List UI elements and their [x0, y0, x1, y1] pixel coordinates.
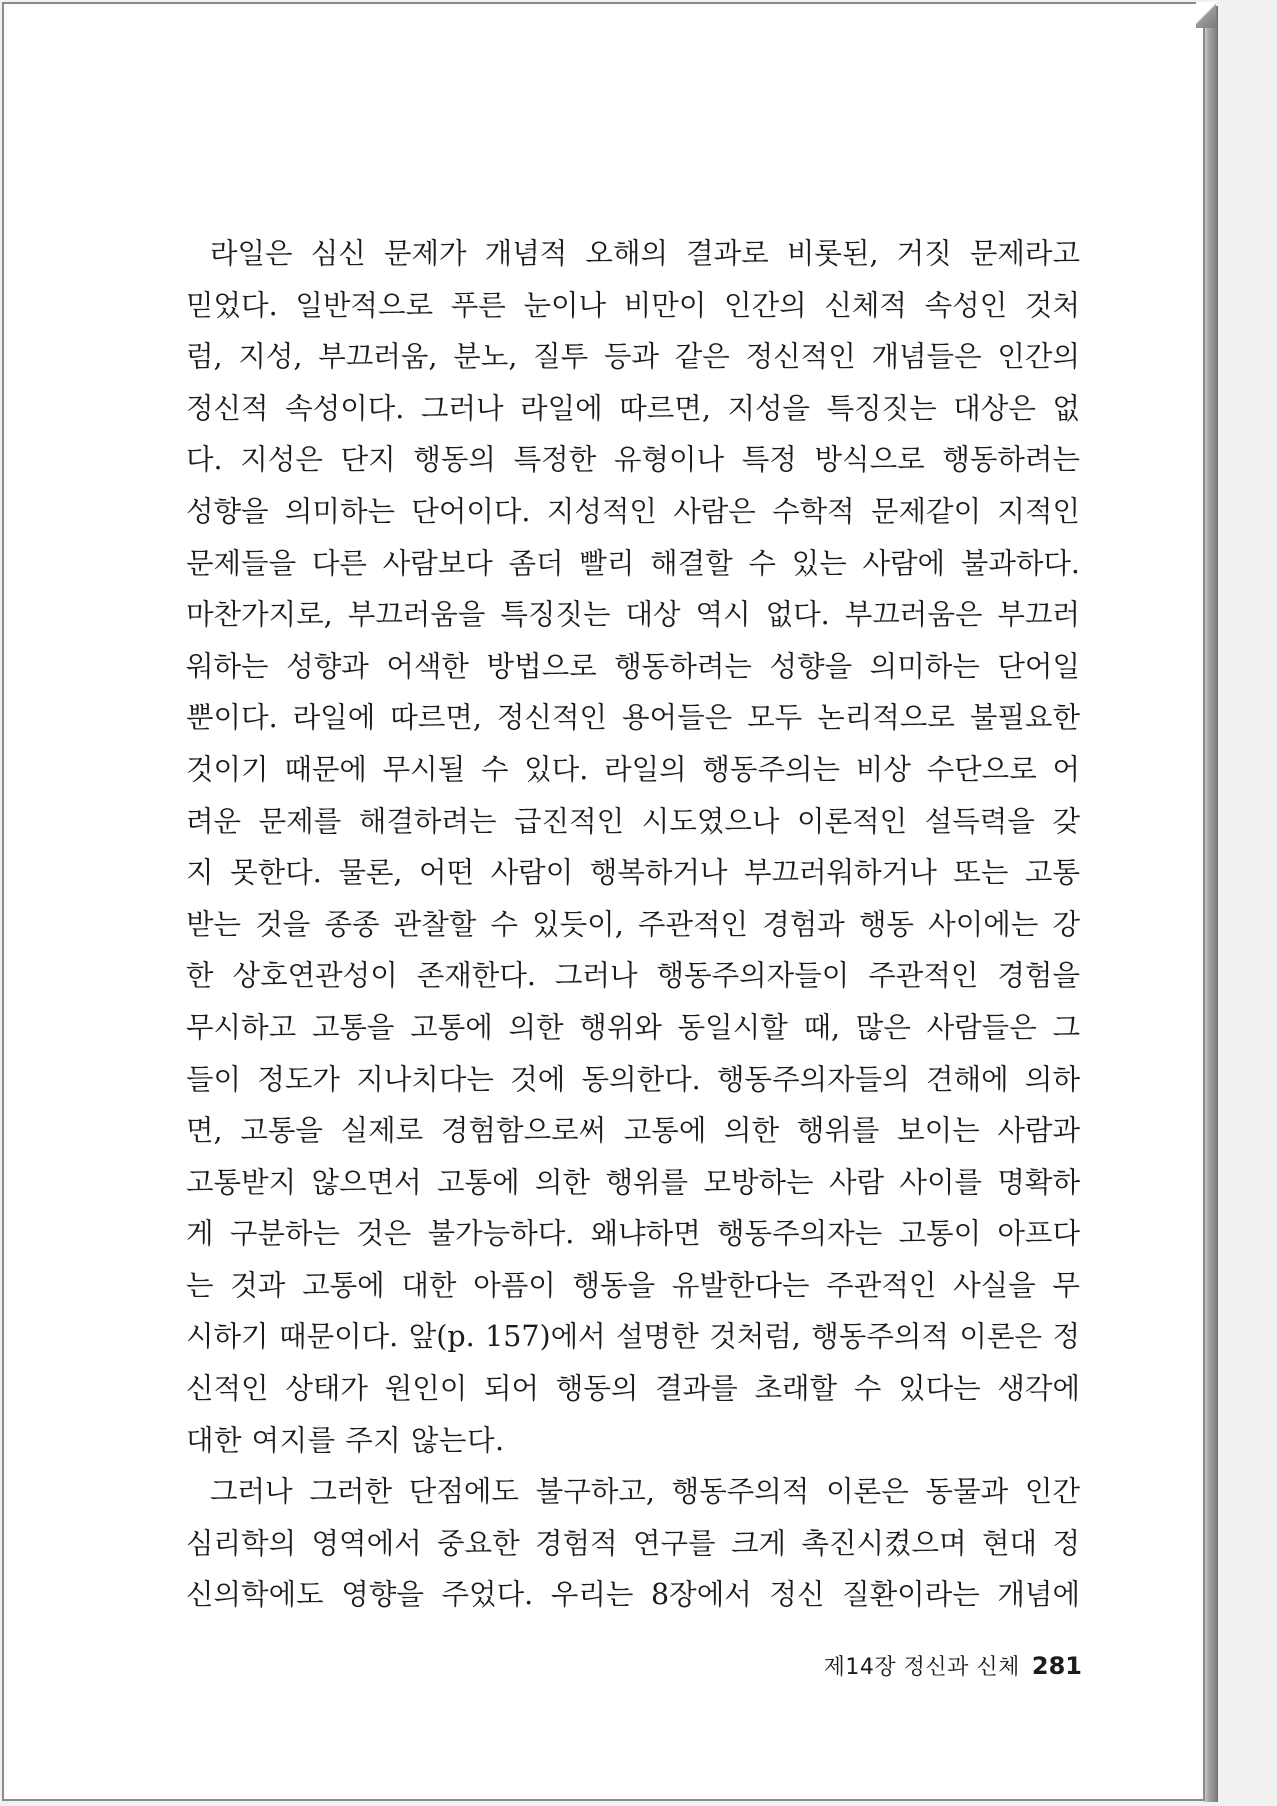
page-edge: [1203, 6, 1218, 1802]
text-line: 그러나 그러한 단점에도 불구하고, 행동주의적 이론은 동물과 인간: [210, 1475, 1080, 1509]
text-line: 문제들을 다른 사람보다 좀더 빨리 해결할 수 있는 사람에 불과하다.: [186, 546, 1080, 580]
text-line: 대한 여지를 주지 않는다.: [186, 1423, 505, 1457]
text-line: 다. 지성은 단지 행동의 특정한 유형이나 특정 방식으로 행동하려는: [186, 443, 1080, 477]
text-line: 믿었다. 일반적으로 푸른 눈이나 비만이 인간의 신체적 속성인 것처: [186, 288, 1080, 322]
text-line: 려운 문제를 해결하려는 급진적인 시도였으나 이론적인 설득력을 갖: [186, 804, 1080, 838]
page-footer: [690, 1650, 1082, 1681]
text-line: 받는 것을 종종 관찰할 수 있듯이, 주관적인 경험과 행동 사이에는 강: [186, 907, 1080, 941]
paragraph-1: [186, 228, 1080, 1466]
text-line: 신적인 상태가 원인이 되어 행동의 결과를 초래할 수 있다는 생각에: [186, 1372, 1080, 1406]
text-line: 무시하고 고통을 고통에 의한 행위와 동일시할 때, 많은 사람들은 그: [186, 1010, 1080, 1044]
text-line: 한 상호연관성이 존재한다. 그러나 행동주의자들이 주관적인 경험을: [186, 959, 1080, 993]
page-corner-curl: [1196, 2, 1216, 28]
running-head: 제14장 정신과 신체: [823, 1655, 1020, 1680]
paragraph-2: [186, 1466, 1080, 1621]
text-line: 워하는 성향과 어색한 방법으로 행동하려는 성향을 의미하는 단어일: [186, 649, 1080, 683]
text-line: 신의학에도 영향을 주었다. 우리는 8장에서 정신 질환이라는 개념에: [186, 1578, 1080, 1612]
text-line: 것이기 때문에 무시될 수 있다. 라일의 행동주의는 비상 수단으로 어: [186, 752, 1080, 786]
body-text: [186, 228, 1080, 1621]
text-line: 뿐이다. 라일에 따르면, 정신적인 용어들은 모두 논리적으로 불필요한: [186, 701, 1080, 735]
text-line: 마찬가지로, 부끄러움을 특징짓는 대상 역시 없다. 부끄러움은 부끄러: [186, 598, 1080, 632]
text-line: 들이 정도가 지나치다는 것에 동의한다. 행동주의자들의 견해에 의하: [186, 1062, 1080, 1096]
text-line: 라일은 심신 문제가 개념적 오해의 결과로 비롯된, 거짓 문제라고: [210, 237, 1080, 270]
text-line: 면, 고통을 실제로 경험함으로써 고통에 의한 행위를 보이는 사람과: [186, 1114, 1080, 1148]
text-line: 시하기 때문이다. 앞(p. 157)에서 설명한 것처럼, 행동주의적 이론은 정: [186, 1320, 1080, 1354]
text-line: 지 못한다. 물론, 어떤 사람이 행복하거나 부끄러워하거나 또는 고통: [186, 856, 1080, 890]
text-line: 심리학의 영역에서 중요한 경험적 연구를 크게 촉진시켰으며 현대 정: [186, 1526, 1080, 1560]
text-line: 고통받지 않으면서 고통에 의한 행위를 모방하는 사람 사이를 명확하: [186, 1165, 1080, 1199]
text-line: 럼, 지성, 부끄러움, 분노, 질투 등과 같은 정신적인 개념들은 인간의: [186, 340, 1080, 374]
text-line: 성향을 의미하는 단어이다. 지성적인 사람은 수학적 문제같이 지적인: [186, 494, 1080, 528]
text-line: 정신적 속성이다. 그러나 라일에 따르면, 지성을 특징짓는 대상은 없: [186, 391, 1080, 425]
text-line: 는 것과 고통에 대한 아픔이 행동을 유발한다는 주관적인 사실을 무: [186, 1268, 1080, 1302]
text-line: 게 구분하는 것은 불가능하다. 왜냐하면 행동주의자는 고통이 아프다: [186, 1217, 1080, 1251]
page-number: 281: [1031, 1652, 1082, 1680]
